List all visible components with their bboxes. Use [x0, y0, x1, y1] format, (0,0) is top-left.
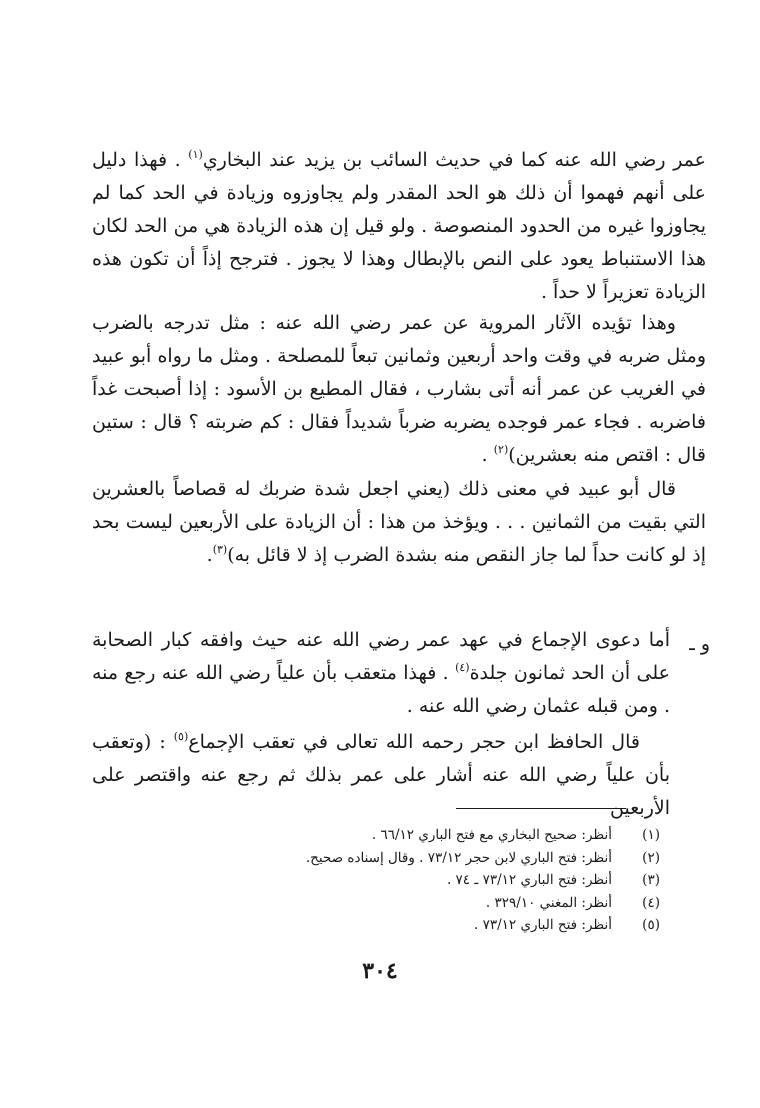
paragraph-2-text-b: . [481, 444, 494, 466]
footnote-3 [200, 869, 660, 892]
paragraph-1-text-a: عمر رضي الله عنه كما في حديث السائب بن يزيد عند البخاري [202, 149, 706, 171]
footnote-ref-4: (٤) [455, 661, 470, 674]
paragraph-1 [92, 144, 706, 309]
footnote-5 [200, 914, 660, 937]
footnote-text: أنظر: فتح الباري ٧٣/١٢ ـ ٧٤ . [446, 872, 612, 888]
footnote-ref-3: (٣) [212, 543, 228, 556]
footnote-number: (٥) [642, 917, 660, 933]
paragraph-3-text-b: . [206, 544, 213, 566]
footnote-number: (١) [642, 827, 660, 843]
list-item-paragraph [92, 624, 670, 723]
footnote-text: أنظر: فتح الباري ٧٣/١٢ . [474, 917, 612, 933]
paragraph-4 [92, 726, 670, 825]
paragraph-4-text-a: قال الحافظ ابن حجر رحمه الله تعالى في تعقب الإجماع [188, 731, 640, 753]
list-item-text-a: أما دعوى الإجماع في عهد عمر رضي الله عنه حيث وافقه كبار الصحابة على أن الحد ثمانون جلدة [92, 629, 670, 684]
footnote-number: (٣) [642, 872, 660, 888]
paragraph-2-text-a: وهذا تؤيده الآثار المروية عن عمر رضي الله عنه : مثل تدرجه بالضرب ومثل ضربه في وقت واحد أربعين وثمانين تبعاً للمصلحة . ومثل ما رواه أبو عبيد في الغريب عن عمر أنه أتى بشارب ، فقال المطيع بن الأسود : إذا أصبحت غداً فاضربه . فجاء عمر فوجده يضربه ضرباً شديداً فقال : كم ضربته ؟ قال : ستين قال : اقتص منه بعشرين) [92, 312, 706, 466]
footnote-number: (٤) [642, 894, 660, 911]
footnote-divider [456, 808, 626, 809]
footnote-4 [200, 892, 660, 915]
footnote-text: أنظر: صحيح البخاري مع فتح الباري ٦٦/١٢ . [371, 827, 612, 843]
footnote-text: أنظر: المغني ٣٢٩/١٠ . [485, 894, 612, 911]
footnotes-list [200, 824, 660, 937]
list-marker: و ـ [689, 633, 710, 655]
paragraph-2 [92, 307, 706, 472]
paragraph-4-text-b: : (وتعقب بأن علياً رضي الله عنه أشار على عمر بذلك ثم رجع عنه واقتصر على الأربعين [92, 731, 670, 819]
paragraph-3 [92, 473, 706, 572]
footnote-ref-2: (٢) [493, 443, 509, 456]
footnote-1 [200, 824, 660, 847]
footnote-text: أنظر: فتح الباري لابن حجر ٧٣/١٢ . وقال إسناده صحيح. [305, 849, 612, 866]
footnote-number: (٢) [642, 849, 660, 866]
footnote-ref-5: (٥) [173, 730, 189, 743]
footnote-ref-1: (١) [188, 148, 203, 161]
paragraph-3-text-a: قال أبو عبيد في معنى ذلك (يعني اجعل شدة ضربك له قصاصاً بالعشرين التي بقيت من الثمانين . . . ويؤخذ من هذا : أن الزيادة على الأربعين ليست بحد إذ لو كانت حداً لما جاز النقص منه بشدة الضرب إذ لا قائل به) [92, 478, 706, 566]
page-number: ٣٠٤ [362, 958, 398, 984]
footnote-2 [200, 847, 660, 870]
paragraph-1-text-b: . فهذا دليل على أنهم فهموا أن ذلك هو الحد المقدر ولم يجاوزوه وزيادة في الحد كما لم يجاوزوا غيره من الحدود المنصوصة . ولو قيل إن هذه الزيادة هي من الحد لكان هذا الاستنباط يعود على النص بالإبطال وهذا لا يجوز . فترجح إذاً أن تكون هذه الزيادة تعزيراً لا حداً . [92, 149, 706, 303]
list-item-text-b: . فهذا متعقب بأن علياً رضي الله عنه رجع منه . ومن قبله عثمان رضي الله عنه . [92, 662, 670, 717]
